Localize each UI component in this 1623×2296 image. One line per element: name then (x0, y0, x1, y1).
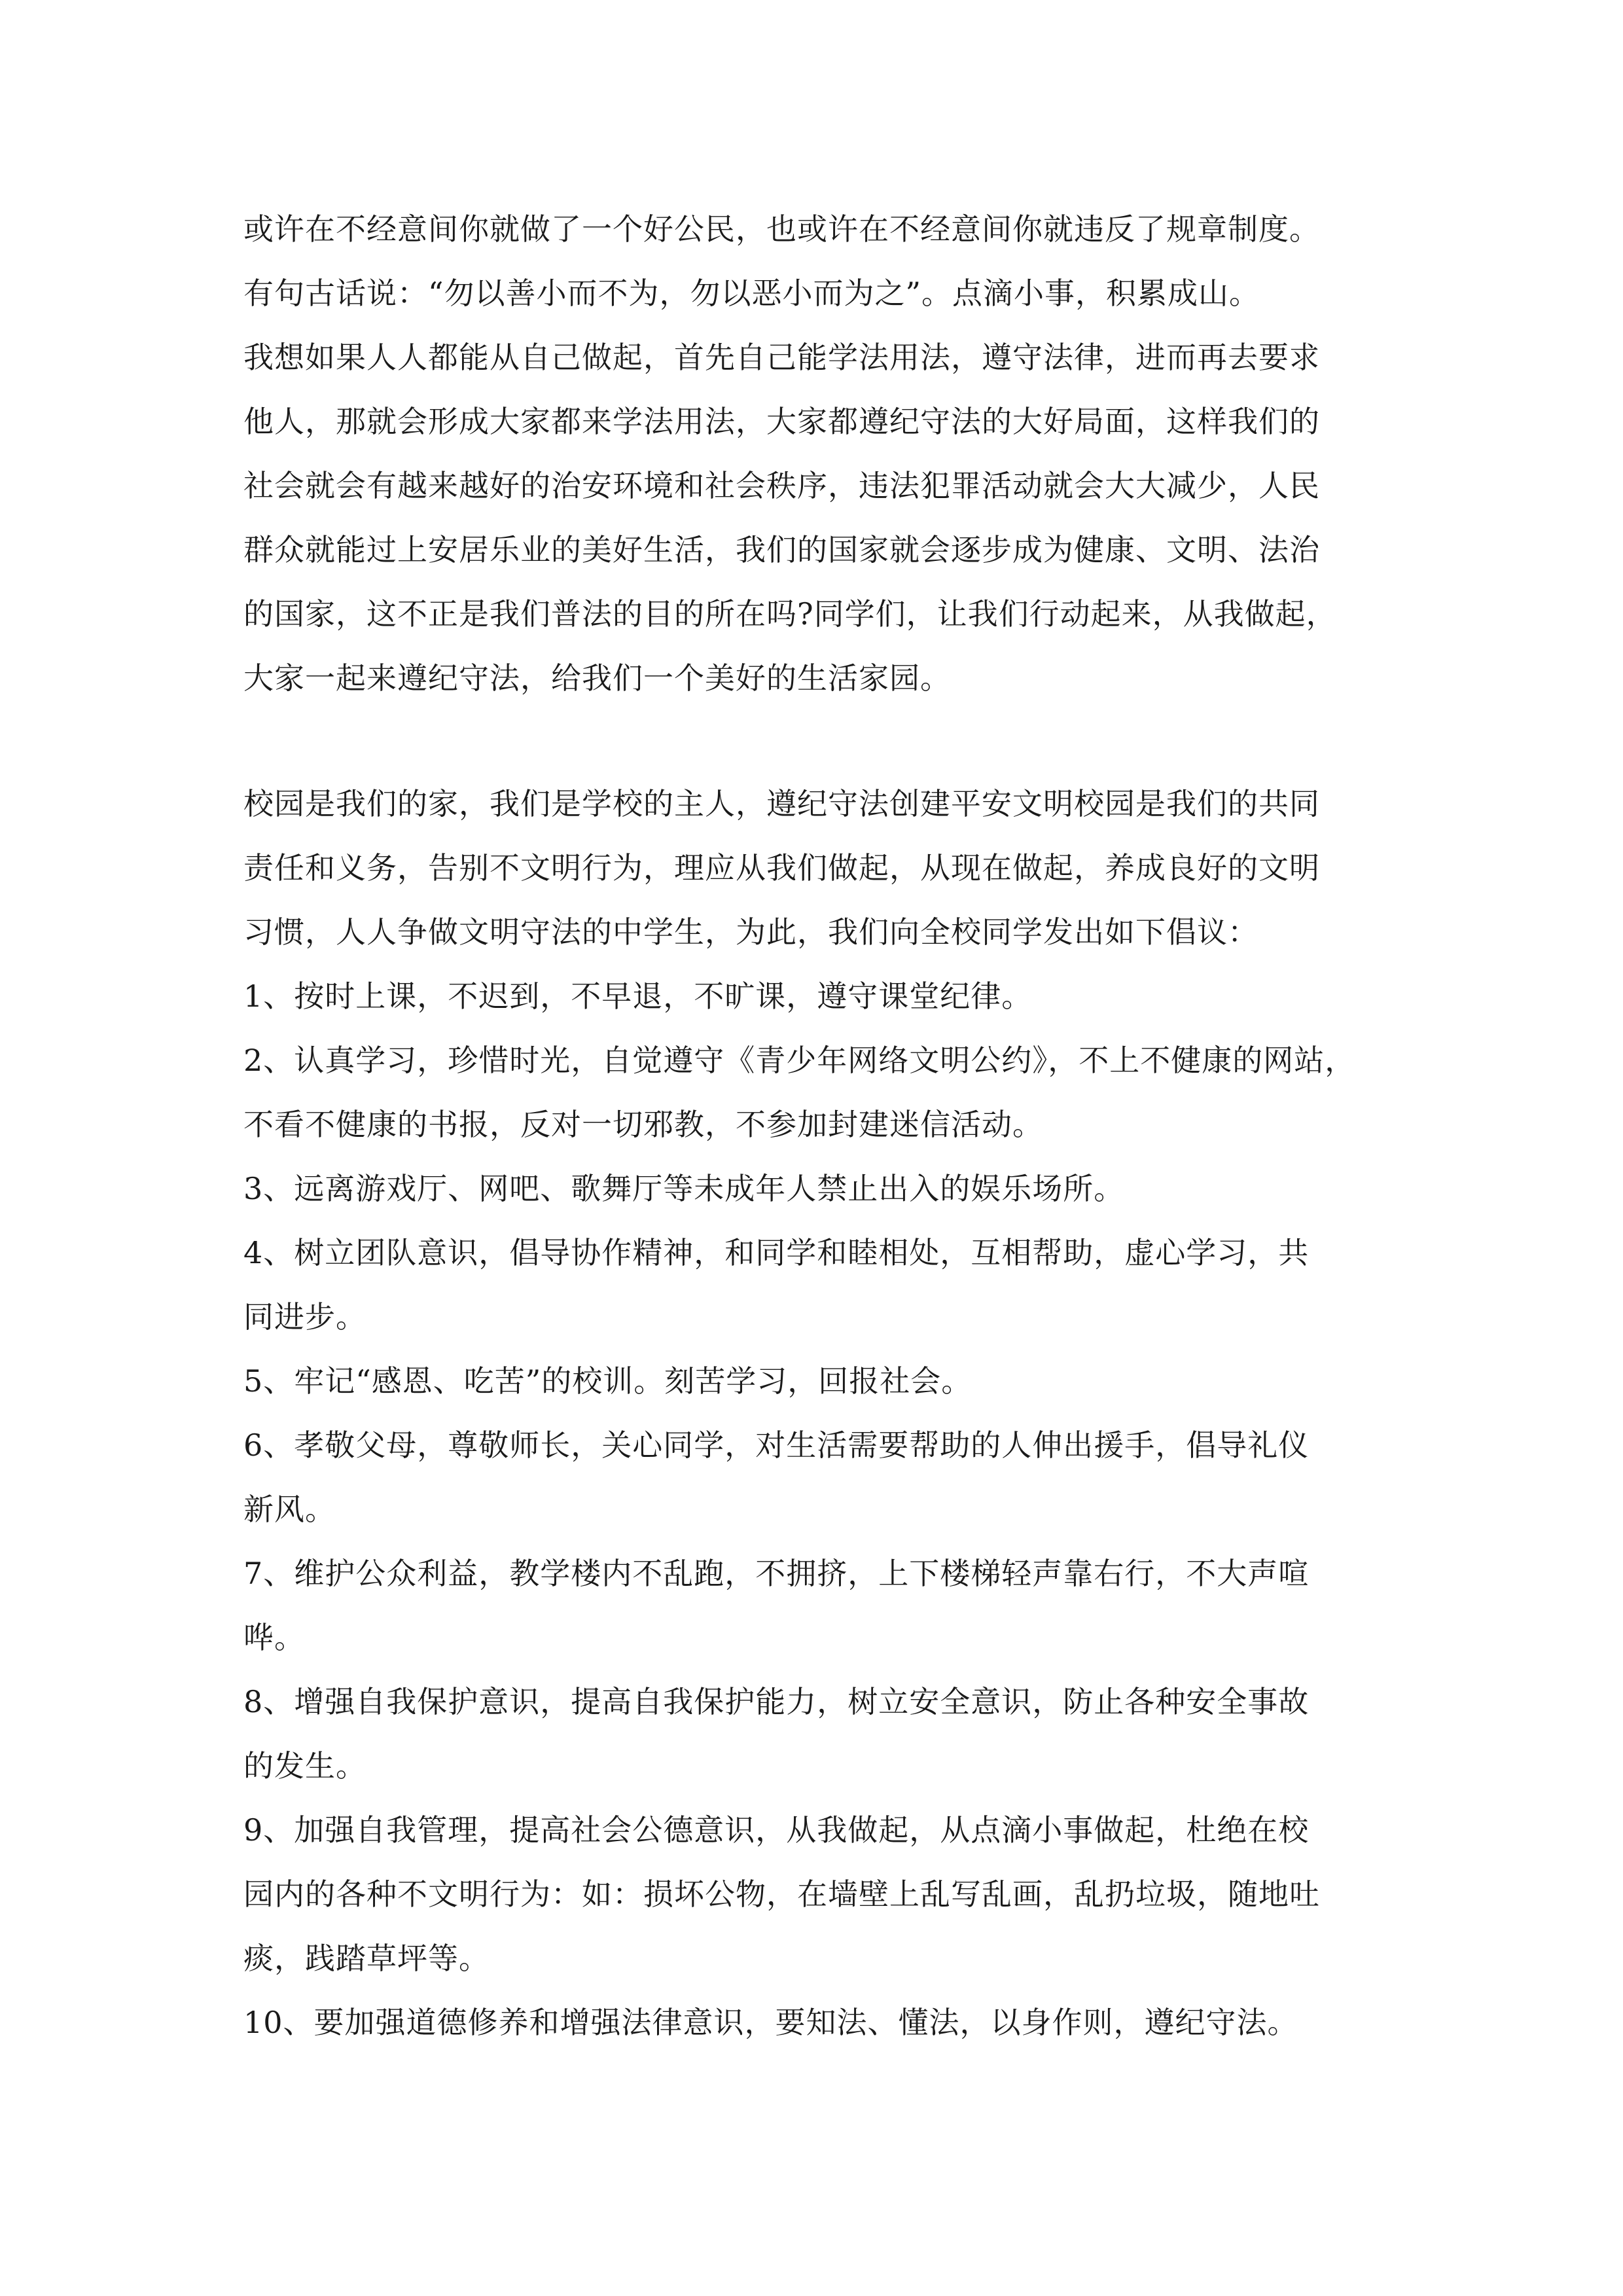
list-item: 2、认真学习，珍惜时光，自觉遵守《青少年网络文明公约》，不上不健康的网站， (243, 1043, 1356, 1078)
list-item-continuation: 同进步。 (243, 1299, 366, 1335)
paragraph-line: 他人，那就会形成大家都来学法用法，大家都遵纪守法的大好局面，这样我们的 (243, 404, 1320, 439)
paragraph-line: 责任和义务，告别不文明行为，理应从我们做起，从现在做起，养成良好的文明 (243, 850, 1320, 886)
list-item-continuation: 园内的各种不文明行为：如：损坏公物，在墙壁上乱写乱画，乱扔垃圾，随地吐 (243, 1876, 1320, 1912)
paragraph-line: 习惯，人人争做文明守法的中学生，为此，我们向全校同学发出如下倡议： (243, 914, 1258, 950)
list-item-continuation: 哗。 (243, 1620, 305, 1655)
paragraph-line: 大家一起来遵纪守法，给我们一个美好的生活家园。 (243, 660, 951, 696)
paragraph-line: 的国家，这不正是我们普法的目的所在吗?同学们，让我们行动起来，从我做起， (243, 596, 1337, 632)
list-item-continuation: 新风。 (243, 1492, 336, 1527)
paragraph-line: 校园是我们的家，我们是学校的主人，遵纪守法创建平安文明校园是我们的共同 (243, 786, 1320, 821)
list-item-continuation: 的发生。 (243, 1748, 366, 1784)
list-item: 4、树立团队意识，倡导协作精神，和同学和睦相处，互相帮助，虚心学习，共 (243, 1235, 1310, 1270)
paragraph-line: 社会就会有越来越好的治安环境和社会秩序，违法犯罪活动就会大大减少，人民 (243, 468, 1320, 503)
list-item: 3、远离游戏厅、网吧、歌舞厅等未成年人禁止出入的娱乐场所。 (243, 1171, 1125, 1206)
list-item: 10、要加强道德修养和增强法律意识，要知法、懂法，以身作则，遵纪守法。 (243, 2005, 1298, 2040)
list-item: 8、增强自我保护意识，提高自我保护能力，树立安全意识，防止各种安全事故 (243, 1684, 1310, 1719)
list-item-continuation: 不看不健康的书报，反对一切邪教，不参加封建迷信活动。 (243, 1107, 1043, 1142)
paragraph-line: 有句古话说：“勿以善小而不为，勿以恶小而为之”。点滴小事，积累成山。 (243, 276, 1260, 311)
list-item: 9、加强自我管理，提高社会公德意识，从我做起，从点滴小事做起，杜绝在校 (243, 1812, 1310, 1848)
list-item-continuation: 痰，践踏草坪等。 (243, 1941, 490, 1976)
paragraph-line: 或许在不经意间你就做了一个好公民，也或许在不经意间你就违反了规章制度。 (243, 211, 1320, 247)
list-item: 1、按时上课，不迟到，不早退，不旷课，遵守课堂纪律。 (243, 978, 1033, 1014)
list-item: 7、维护公众利益，教学楼内不乱跑，不拥挤，上下楼梯轻声靠右行，不大声喧 (243, 1556, 1310, 1591)
paragraph-line: 群众就能过上安居乐业的美好生活，我们的国家就会逐步成为健康、文明、法治 (243, 532, 1320, 567)
paragraph-line: 我想如果人人都能从自己做起，首先自己能学法用法，遵守法律，进而再去要求 (243, 340, 1320, 375)
list-item: 5、牢记“感恩、吃苦”的校训。刻苦学习，回报社会。 (243, 1363, 972, 1399)
list-item: 6、孝敬父母，尊敬师长，关心同学，对生活需要帮助的人伸出援手，倡导礼仪 (243, 1427, 1310, 1463)
